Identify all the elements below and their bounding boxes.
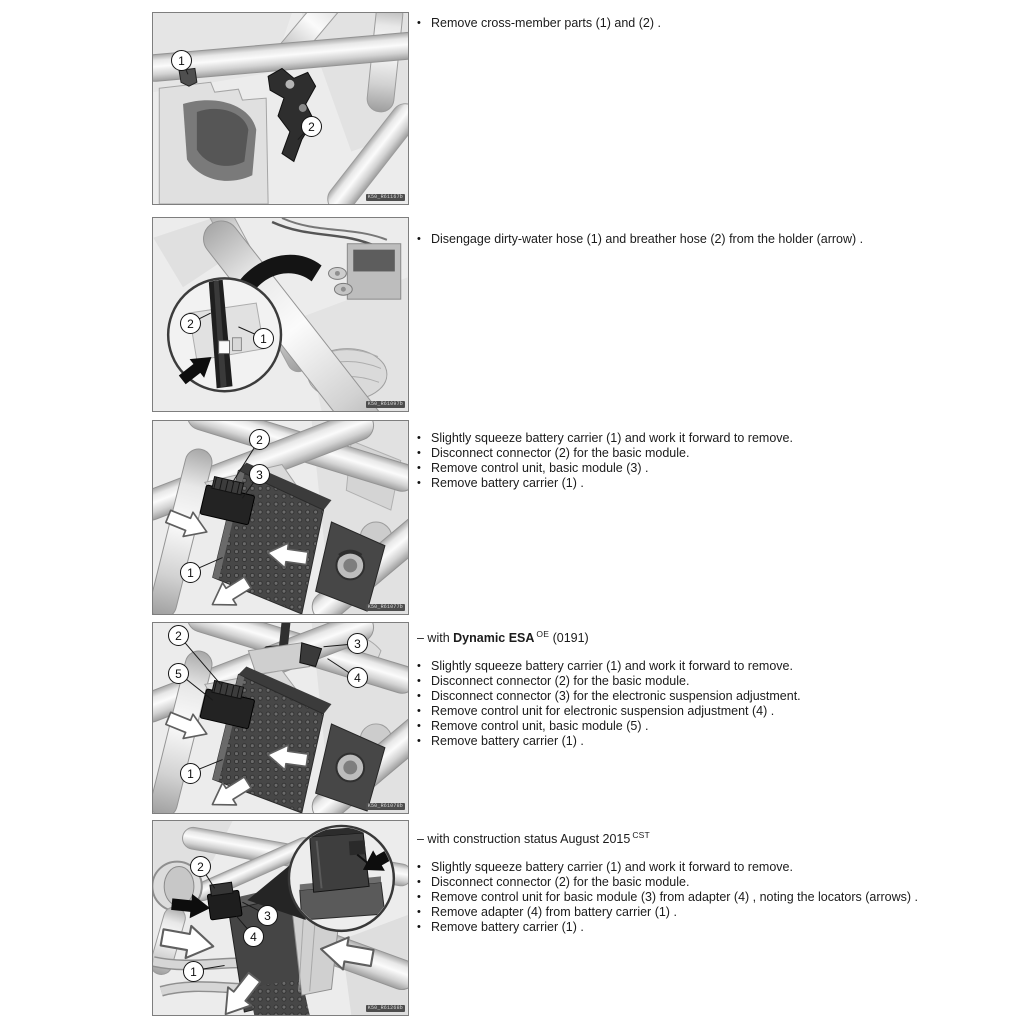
instruction-text: Remove cross-member parts (1) and (2) . <box>431 16 661 30</box>
bullet-icon: • <box>417 432 421 444</box>
figure-id: K50_R61167b <box>367 194 403 200</box>
variant-header: – with Dynamic ESA $^{OE}$ (0191) <box>417 629 589 646</box>
instructions-battery-carrier-2015 <box>417 828 1017 935</box>
list-item <box>417 719 1017 734</box>
figure-battery-carrier-2015 <box>152 820 409 1016</box>
battery-carrier-esa-illustration <box>153 623 408 813</box>
instruction-text: Slightly squeeze battery carrier (1) and work it forward to remove. <box>431 431 793 445</box>
list-item <box>417 446 1017 461</box>
instructions-battery-carrier-esa <box>417 627 1017 749</box>
instruction-text: Remove control unit, basic module (3) . <box>431 461 649 475</box>
callout-1-badge: 1 <box>171 50 192 71</box>
callout-1-badge: 1 <box>253 328 274 349</box>
bullet-icon: • <box>417 675 421 688</box>
instructions-cross-member <box>417 16 1017 31</box>
list-item <box>417 431 1017 446</box>
instruction-text: Slightly squeeze battery carrier (1) and work it forward to remove. <box>431 659 793 674</box>
bullet-icon: • <box>417 720 421 733</box>
superscript-oe: OE <box>536 629 550 639</box>
bullet-icon: • <box>417 462 421 474</box>
bullet-icon: • <box>417 906 421 919</box>
instruction-text: Remove control unit, basic module (5) . <box>431 719 649 734</box>
list-item <box>417 905 1017 920</box>
callout-4-badge: 4 <box>243 926 264 947</box>
callout-3-badge: 3 <box>249 464 270 485</box>
instruction-text: Remove battery carrier (1) . <box>431 920 584 935</box>
figure-cross-member <box>152 12 409 205</box>
instructions-hoses <box>417 232 1017 247</box>
list-item <box>417 232 1017 247</box>
battery-carrier-2015-illustration <box>153 821 408 1015</box>
bullet-icon: • <box>417 876 421 889</box>
hose-holder <box>219 341 230 354</box>
list-item <box>417 689 1017 704</box>
list-item <box>417 461 1017 476</box>
list-item <box>417 16 1017 31</box>
list-item <box>417 704 1017 719</box>
list-item <box>417 920 1017 935</box>
battery-carrier-illustration <box>153 421 408 614</box>
figure-id: K50_R61097b <box>367 401 403 407</box>
instruction-text: Remove control unit for electronic suspension adjustment (4) . <box>431 704 775 719</box>
figure-hoses <box>152 217 409 412</box>
instruction-text: Disconnect connector (2) for the basic module. <box>431 875 690 890</box>
callout-2-badge: 2 <box>190 856 211 877</box>
bullet-icon: • <box>417 705 421 718</box>
instruction-text: Slightly squeeze battery carrier (1) and work it forward to remove. <box>431 860 793 875</box>
callout-2-badge: 2 <box>249 429 270 450</box>
instructions-battery-carrier-basic <box>417 431 1017 491</box>
instruction-text: Remove battery carrier (1) . <box>431 476 584 490</box>
superscript-cst: CST <box>632 830 650 840</box>
bullet-icon: • <box>417 861 421 874</box>
callout-2-badge: 2 <box>168 625 189 646</box>
callout-3-badge: 3 <box>257 905 278 926</box>
instruction-text: Disconnect connector (2) for the basic module. <box>431 446 690 460</box>
instruction-text: Remove adapter (4) from battery carrier (1) . <box>431 905 677 920</box>
list-item <box>417 875 1017 890</box>
list-item <box>417 890 1017 905</box>
figure-battery-carrier-esa <box>152 622 409 814</box>
instruction-text: Disconnect connector (3) for the electronic suspension adjustment. <box>431 689 801 704</box>
list-item <box>417 734 1017 749</box>
callout-2-badge: 2 <box>301 116 322 137</box>
figure-battery-carrier-basic <box>152 420 409 615</box>
figure-id: K50_R61078b <box>367 803 403 809</box>
variant-header: – with construction status August 2015 $^{CST}$ <box>417 830 650 847</box>
callout-3-badge: 3 <box>347 633 368 654</box>
callout-1-badge: 1 <box>180 562 201 583</box>
callout-2-badge: 2 <box>180 313 201 334</box>
bullet-icon: • <box>417 233 421 245</box>
list-item <box>417 659 1017 674</box>
bullet-icon: • <box>417 447 421 459</box>
instruction-text: Disconnect connector (2) for the basic module. <box>431 674 690 689</box>
bullet-icon: • <box>417 660 421 673</box>
callout-1-badge: 1 <box>180 763 201 784</box>
figure-id: K50_R61077b <box>367 604 403 610</box>
instruction-text: Remove battery carrier (1) . <box>431 734 584 749</box>
list-item <box>417 476 1017 491</box>
instruction-text: Disengage dirty-water hose (1) and breather hose (2) from the holder (arrow) . <box>431 232 864 246</box>
instruction-text: Remove control unit for basic module (3) from adapter (4) , noting the locators (arrows) . <box>431 890 919 905</box>
bullet-icon: • <box>417 690 421 703</box>
list-item <box>417 860 1017 875</box>
bullet-icon: • <box>417 891 421 904</box>
list-item <box>417 674 1017 689</box>
cross-member-illustration <box>153 13 408 204</box>
bullet-icon: • <box>417 17 421 29</box>
bullet-icon: • <box>417 921 421 934</box>
callout-1-badge: 1 <box>183 961 204 982</box>
callout-5-badge: 5 <box>168 663 189 684</box>
callout-4-badge: 4 <box>347 667 368 688</box>
bullet-icon: • <box>417 477 421 489</box>
figure-id: K50_R61268b <box>367 1005 403 1011</box>
bullet-icon: • <box>417 735 421 748</box>
